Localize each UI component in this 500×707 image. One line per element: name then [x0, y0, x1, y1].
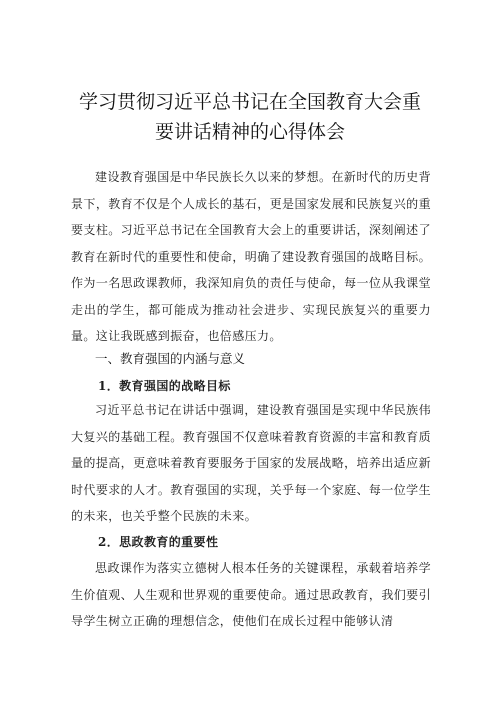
subsection-heading-2: 2．思政教育的重要性: [98, 535, 219, 549]
body-paragraph-2: 习近平总书记在讲话中强调，建设教育强国是实现中华民族伟大复兴的基础工程。教育强国不仅意味着教育资源的丰富和教育质量的提高，更意味着教育要服务于国家的发展战略，培养出适应新时代要求的人才。教育强国的实现，关乎每一个家庭、每一位学生的未来，也关乎整个民族的未来。: [71, 403, 431, 523]
document-title-line-1: 学习贯彻习近平总书记在全国教育大会重: [78, 91, 421, 113]
intro-paragraph: 建设教育强国是中华民族长久以来的梦想。在新时代的历史背景下，教育不仅是个人成长的基石，更是国家发展和民族复兴的重要支柱。习近平总书记在全国教育大会上的重要讲话，深刻阐述了教育在新时代的重要性和使命，明确了建设教育强国的战略目标。作为一名思政课教师，我深知肩负的责任与使命，每一位从我课堂走出的学生，都可能成为推动社会进步、实现民族复兴的重要力量。这让我既感到振奋，也倍感压力。: [71, 170, 431, 343]
document-title-line-2: 要讲话精神的心得体会: [154, 121, 345, 143]
section-heading-1: 一、教育强国的内涵与意义: [95, 351, 246, 366]
subsection-heading-1: 1．教育强国的战略目标: [98, 379, 231, 393]
body-paragraph-3: 思政课作为落实立德树人根本任务的关键课程，承载着培养学生价值观、人生观和世界观的重要使命。通过思政教育，我们要引导学生树立正确的理想信念，使他们在成长过程中能够认清: [71, 561, 431, 628]
